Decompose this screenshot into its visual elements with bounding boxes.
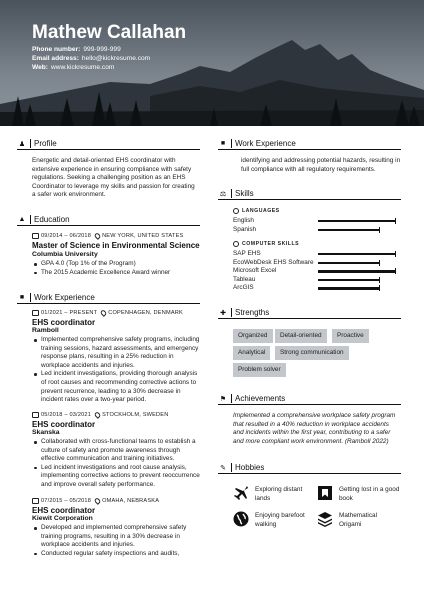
info-icon [233, 208, 239, 214]
hobby-label: Exploring distant lands [255, 486, 303, 502]
scale-icon: ⚖ [219, 190, 227, 198]
degree-title: Master of Science in Environmental Science [32, 241, 200, 250]
layers-icon [317, 511, 333, 527]
calendar-icon [32, 233, 39, 239]
strength-tag: Detail-oriented [275, 329, 327, 343]
mountain-background-image [0, 0, 424, 126]
hobby-label: Mathematical Origami [339, 512, 378, 528]
list-item: Developed and implemented comprehensive safety training programs, resulting in a 30% decrease in workplace accidents and injuries. [32, 524, 202, 550]
web-line: Web: www.kickresume.com [32, 64, 115, 71]
hobbies-section-title: ✎ Hobbies [218, 462, 401, 474]
skill-name: EcoWebDesk EHS Software [233, 258, 314, 266]
company-name: Kiewit Corporation [32, 515, 93, 522]
company-name: Skanska [32, 429, 60, 436]
job-bullets [32, 524, 202, 558]
skill-level-bar [318, 287, 380, 289]
location-pin-icon [94, 497, 102, 505]
job-bullets [32, 336, 202, 405]
list-item: The 2015 Academic Excellence Award winner [32, 269, 200, 278]
skill-name: Microsoft Excel [233, 267, 277, 275]
graduation-cap-icon: ▲ [18, 216, 26, 223]
calendar-icon [32, 310, 39, 316]
experience-continued-title: ■ Work Experience [218, 138, 401, 150]
job-role: EHS coordinator [32, 420, 96, 429]
strength-tag: Proactive [332, 329, 369, 343]
achievement-text: Implemented a comprehensive workplace safety program that resulted in a 40% reduction in workplace accidents and incidents within the first year, contributing to a safer and more compliant work environment. (Ramboll 2022) [233, 412, 396, 445]
phone-number: 999-999-999 [83, 46, 121, 53]
job-meta: 05/2018 – 03/2021 STOCKHOLM, SWEDEN [32, 412, 168, 418]
profile-text: Energetic and detail-oriented EHS coordinator with extensive experience in ensuring compliance with safety regulations. Seeking a challenging position as an EHS Coordinator to leverage my skills and passion for creating a safer work environment. [32, 157, 195, 199]
skill-level-bar [318, 253, 396, 255]
skill-name: SAP EHS [233, 250, 261, 257]
list-item: Collaborated with cross-functional teams to establish a culture of safety and promote awareness through effective communication and training initiatives. [32, 438, 202, 464]
job-role: EHS coordinator [32, 506, 96, 515]
job-bullets [32, 438, 202, 490]
phone-line: Phone number: 999-999-999 [32, 46, 121, 53]
strength-tag: Analytical [233, 346, 270, 360]
web-link[interactable]: www.kickresume.com [51, 64, 115, 71]
job-meta: 07/2015 – 05/2018 OMAHA, NEBRASKA [32, 498, 159, 504]
globe-icon [233, 511, 249, 527]
location-pin-icon [100, 309, 108, 317]
skill-level-bar [318, 229, 380, 231]
award-icon: ⚑ [219, 395, 227, 403]
skill-name: Tableau [233, 275, 256, 283]
skill-level-bar [318, 270, 396, 272]
list-item: Led incident investigations, providing thorough analysis of root causes and recommending corrective actions to prevent recurrence, leading to a 30% decrease in incident rates over a two-year period. [32, 370, 202, 404]
briefcase-icon: ■ [19, 294, 25, 301]
strength-tag: Strong communication [275, 346, 349, 360]
school-name: Columbia University [32, 251, 98, 258]
strength-tag: Problem solver [233, 363, 286, 377]
brush-icon: ✎ [220, 464, 226, 472]
list-item: GPA 4.0 (Top 1% of the Program) [32, 260, 200, 269]
list-item: Conducted regular safety inspections and audits, [32, 550, 202, 559]
location-pin-icon [94, 232, 102, 240]
skill-name: ArcGIS [233, 284, 254, 292]
briefcase-icon: ■ [220, 140, 226, 147]
experience-continued-text: identifying and addressing potential hazards, resulting in full compliance with all regulatory requirements. [241, 157, 401, 173]
email-line: Email address: hello@kickresume.com [32, 55, 151, 62]
experience-section-title: ■ Work Experience [17, 292, 200, 304]
list-item: Led incident investigations and root cause analysis, implementing corrective actions to prevent reoccurrence and improve overall safety performance. [32, 464, 202, 490]
skills-section-title: ⚖ Skills [218, 188, 401, 200]
profile-section-title: ♟ Profile [17, 138, 200, 150]
user-icon: ♟ [18, 140, 26, 148]
airplane-icon [233, 485, 249, 501]
skill-level-bar [318, 262, 380, 264]
education-meta: 09/2014 – 06/2018 NEW YORK, UNITED STATES [32, 233, 183, 239]
skill-level-bar [318, 220, 396, 222]
calendar-icon [32, 498, 39, 504]
location-pin-icon [94, 411, 102, 419]
calendar-icon [32, 412, 39, 418]
skills-group-computer: COMPUTER SKILLS [233, 241, 299, 247]
education-section-title: ▲ Education [17, 214, 200, 226]
email-link[interactable]: hello@kickresume.com [81, 55, 151, 62]
skill-name: English [233, 217, 254, 224]
puzzle-icon: ✚ [220, 309, 226, 317]
education-bullets [32, 260, 200, 277]
skill-level-bar [318, 279, 380, 281]
list-item: Implemented comprehensive safety programs, including training sessions, hazard assessments, and emergency response plans, resulting in a 25% reduction in workplace accidents and injuries. [32, 336, 202, 370]
hobby-label: Enjoying barefoot walking [255, 512, 305, 528]
hobby-label: Getting lost in a good book [339, 486, 400, 502]
strengths-section-title: ✚ Strengths [218, 307, 401, 319]
company-name: Ramboll [32, 327, 59, 334]
info-icon [233, 241, 239, 247]
skills-group-languages: LANGUAGES [233, 208, 280, 214]
job-meta: 01/2021 – PRESENT COPENHAGEN, DENMARK [32, 310, 183, 316]
header-banner [0, 0, 424, 126]
bookmark-icon [317, 485, 333, 501]
job-role: EHS coordinator [32, 318, 96, 327]
strength-tag: Organized [233, 329, 273, 343]
candidate-name: Mathew Callahan [32, 22, 187, 43]
achievements-section-title: ⚑ Achievements [218, 393, 401, 405]
skill-name: Spanish [233, 225, 257, 233]
